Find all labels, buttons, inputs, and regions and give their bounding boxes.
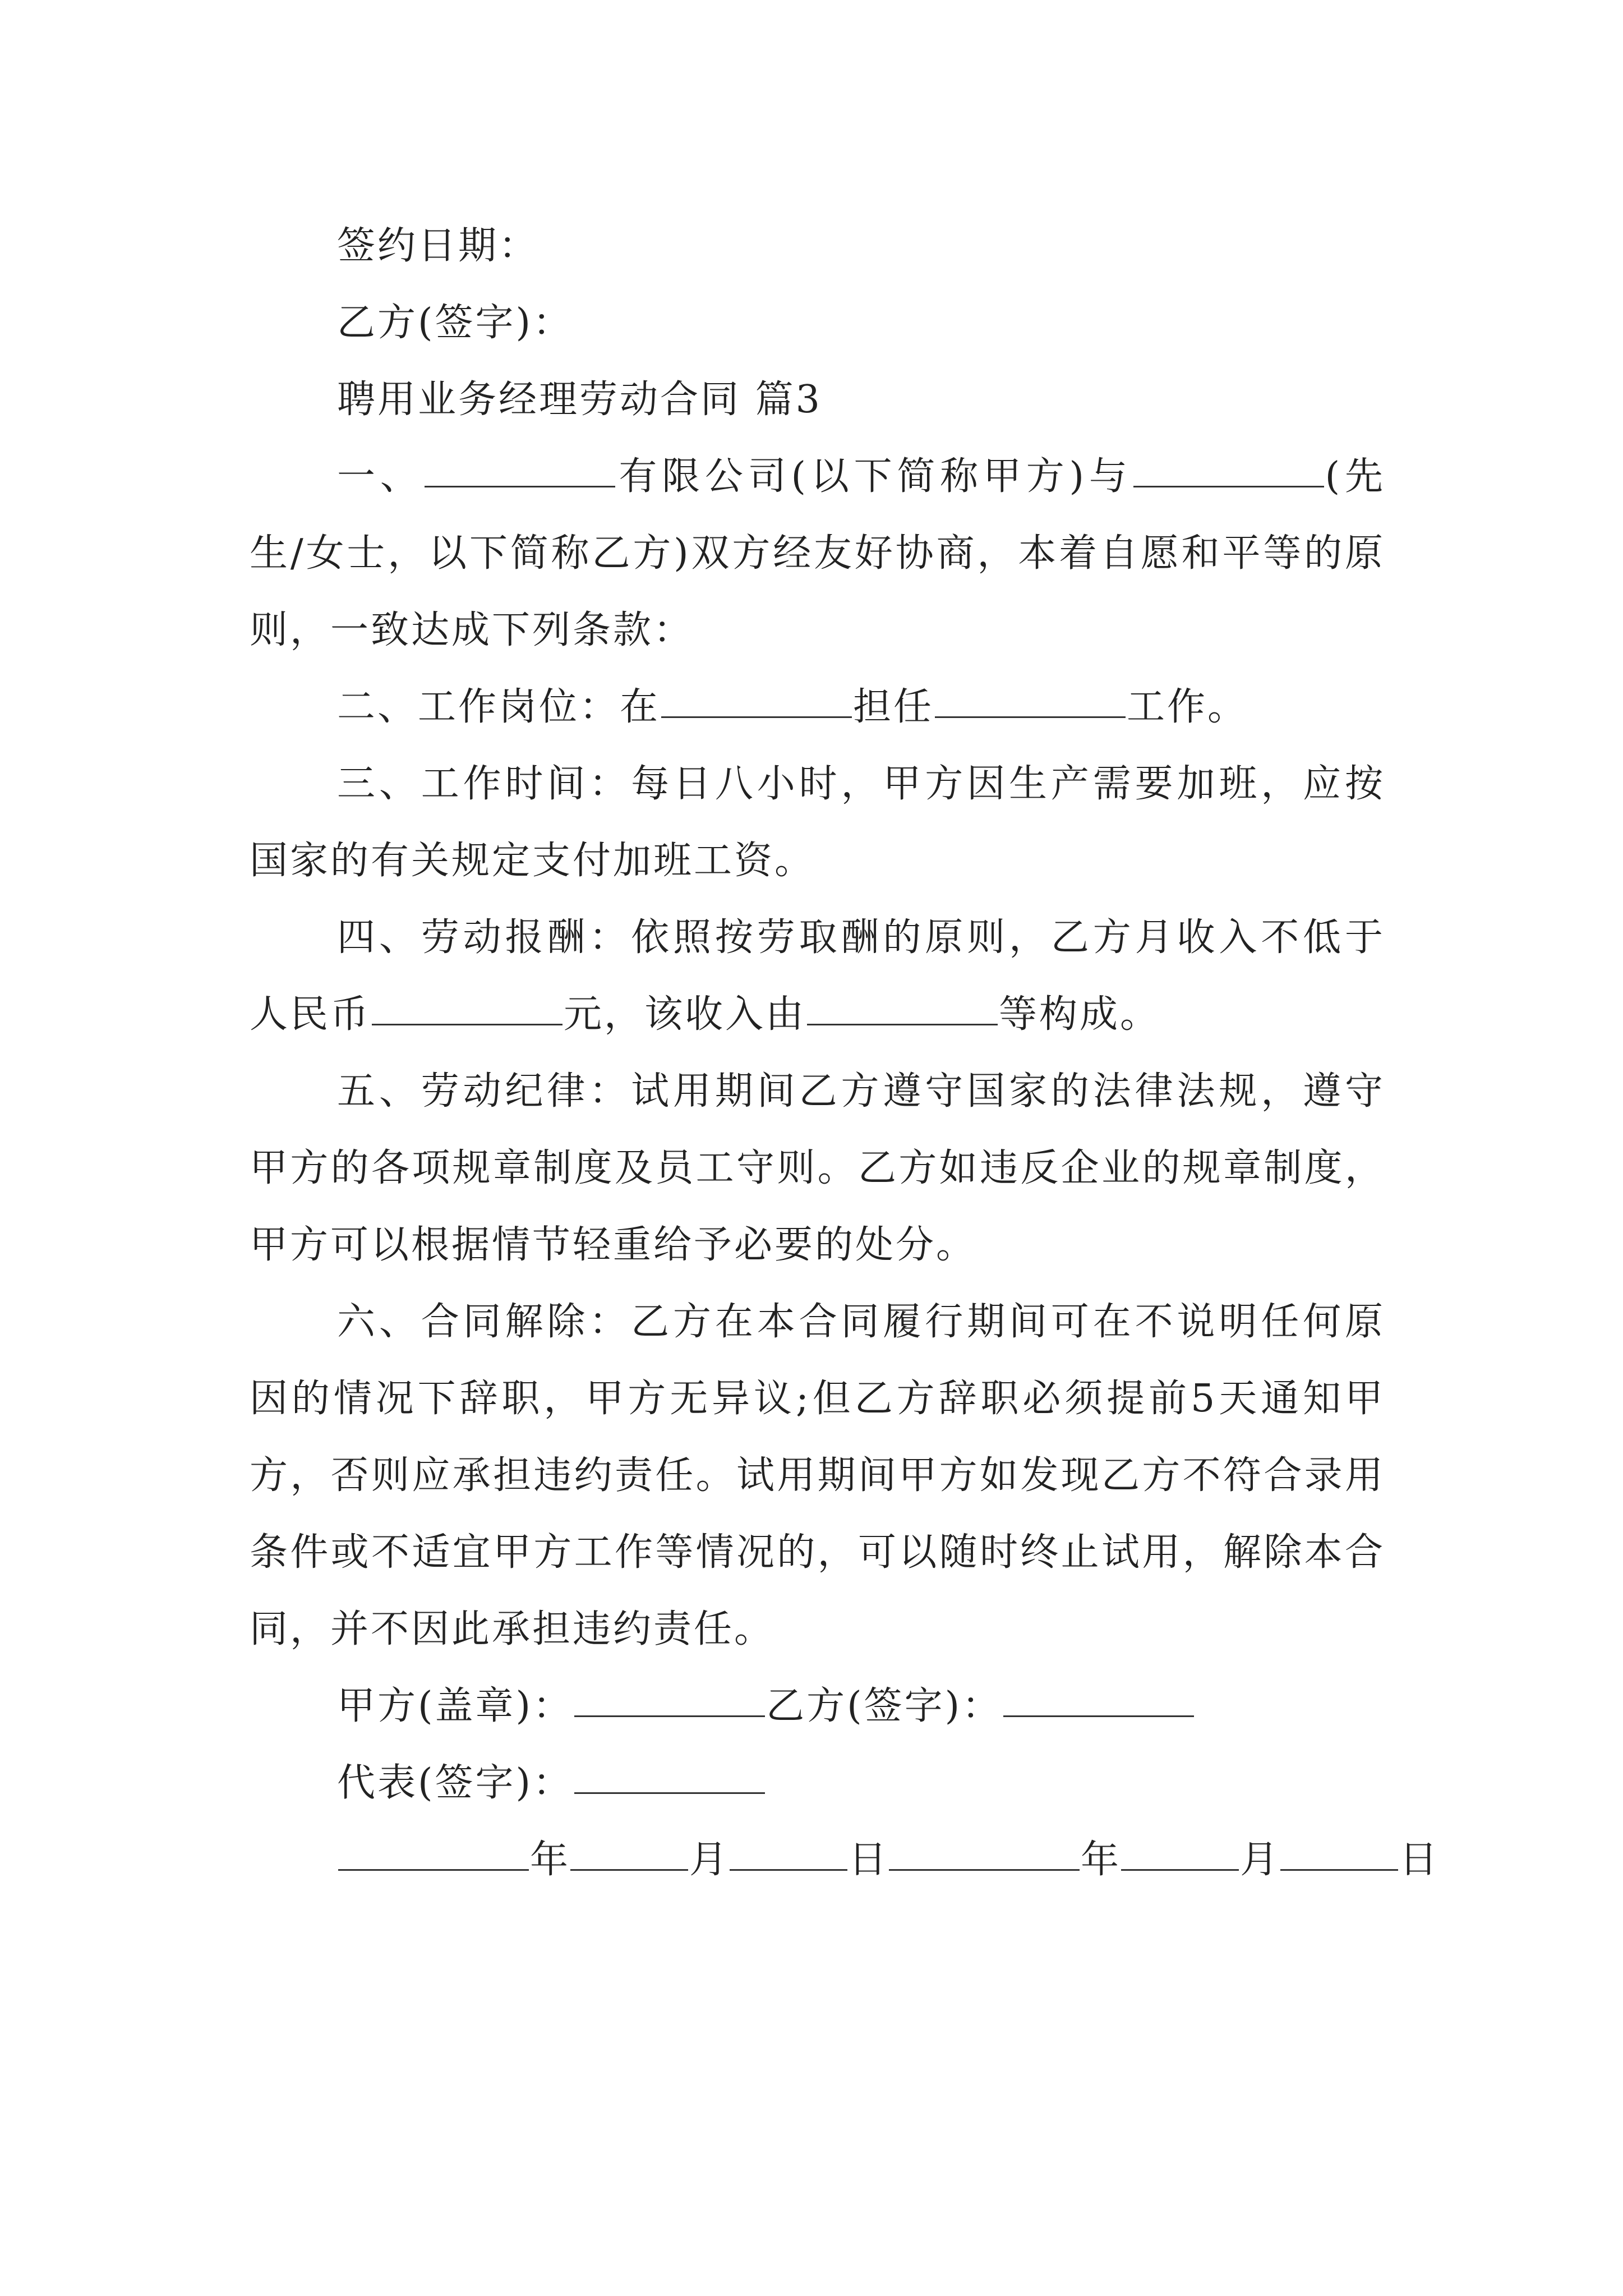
party-a-seal-blank [574,1715,765,1717]
party-a-year-blank [338,1869,529,1871]
representative-line [250,1745,1385,1821]
clause-2-suffix: 工作。 [1127,685,1248,729]
clause-2-prefix: 二、工作岗位：在 [337,685,661,729]
signature-line [250,1668,1385,1745]
clause-2-middle: 担任 [853,685,934,729]
month-label-a: 月 [689,1838,729,1882]
party-b-day-blank [1280,1869,1398,1871]
representative-label: 代表(签字)： [337,1761,574,1805]
party-b-sign-label: 乙方(签字)： [337,301,574,345]
salary-amount-blank [372,1023,562,1025]
clause-3 [250,746,1385,899]
representative-blank [574,1792,765,1794]
clause-2 [250,669,1385,746]
signing-date-label: 签约日期： [337,224,540,268]
clause-1-suffix: (先生/女士，以下简称乙方)双方经友好协商，本着自愿和平等的原则，一致达成下列条款： [250,454,1385,652]
salary-composition-blank [807,1023,998,1025]
party-b-month-blank [1121,1869,1239,1871]
clause-4-middle: 元，该收入由 [564,992,806,1037]
date-line [250,1821,1439,1898]
clause-1-middle: 有限公司(以下简称甲方)与 [616,454,1132,499]
employee-name-blank [1133,485,1324,487]
year-label-b: 年 [1081,1838,1121,1882]
clause-5 [250,1053,1385,1283]
workplace-blank [661,716,852,718]
clause-6-text: 六、合同解除：乙方在本合同履行期间可在不说明任何原因的情况下辞职，甲方无异议;但乙方辞职必须提前5天通知甲方，否则应承担违约责任。试用期间甲方如发现乙方不符合录用条件或不适宜甲方工作等情况的，可以随时终止试用，解除本合同，并不因此承担违约责任。 [250,1300,1385,1651]
clause-1-prefix: 一、 [337,454,423,499]
clause-4-prefix: 四、劳动报酬：依照按劳取酬的原则，乙方月收入不低于人民币 [250,915,1385,1037]
document-body [250,208,1439,1898]
day-label-b: 日 [1399,1838,1439,1882]
position-blank [935,716,1126,718]
clause-6 [250,1283,1385,1668]
clause-4 [250,899,1385,1053]
company-name-blank [425,485,615,487]
section-title [250,361,1385,438]
clause-3-text: 三、工作时间：每日八小时，甲方因生产需要加班，应按国家的有关规定支付加班工资。 [250,762,1385,883]
party-b-sign-line [250,284,1385,361]
clause-5-text: 五、劳动纪律：试用期间乙方遵守国家的法律法规，遵守甲方的各项规章制度及员工守则。乙方如违反企业的规章制度，甲方可以根据情节轻重给予必要的处分。 [250,1069,1385,1267]
year-label-a: 年 [530,1838,570,1882]
clause-4-suffix: 等构成。 [999,992,1161,1037]
party-a-month-blank [570,1869,688,1871]
party-b-year-blank [889,1869,1080,1871]
party-b-sign-blank [1003,1715,1194,1717]
month-label-b: 月 [1240,1838,1280,1882]
clause-1 [250,438,1385,669]
party-a-seal-label: 甲方(盖章)： [337,1684,574,1728]
party-b-sign-label-bottom: 乙方(签字)： [766,1684,1003,1728]
section-title-text: 聘用业务经理劳动合同 篇3 [337,378,822,422]
day-label-a: 日 [849,1838,888,1882]
signing-date-line [250,208,1385,284]
party-a-day-blank [730,1869,847,1871]
